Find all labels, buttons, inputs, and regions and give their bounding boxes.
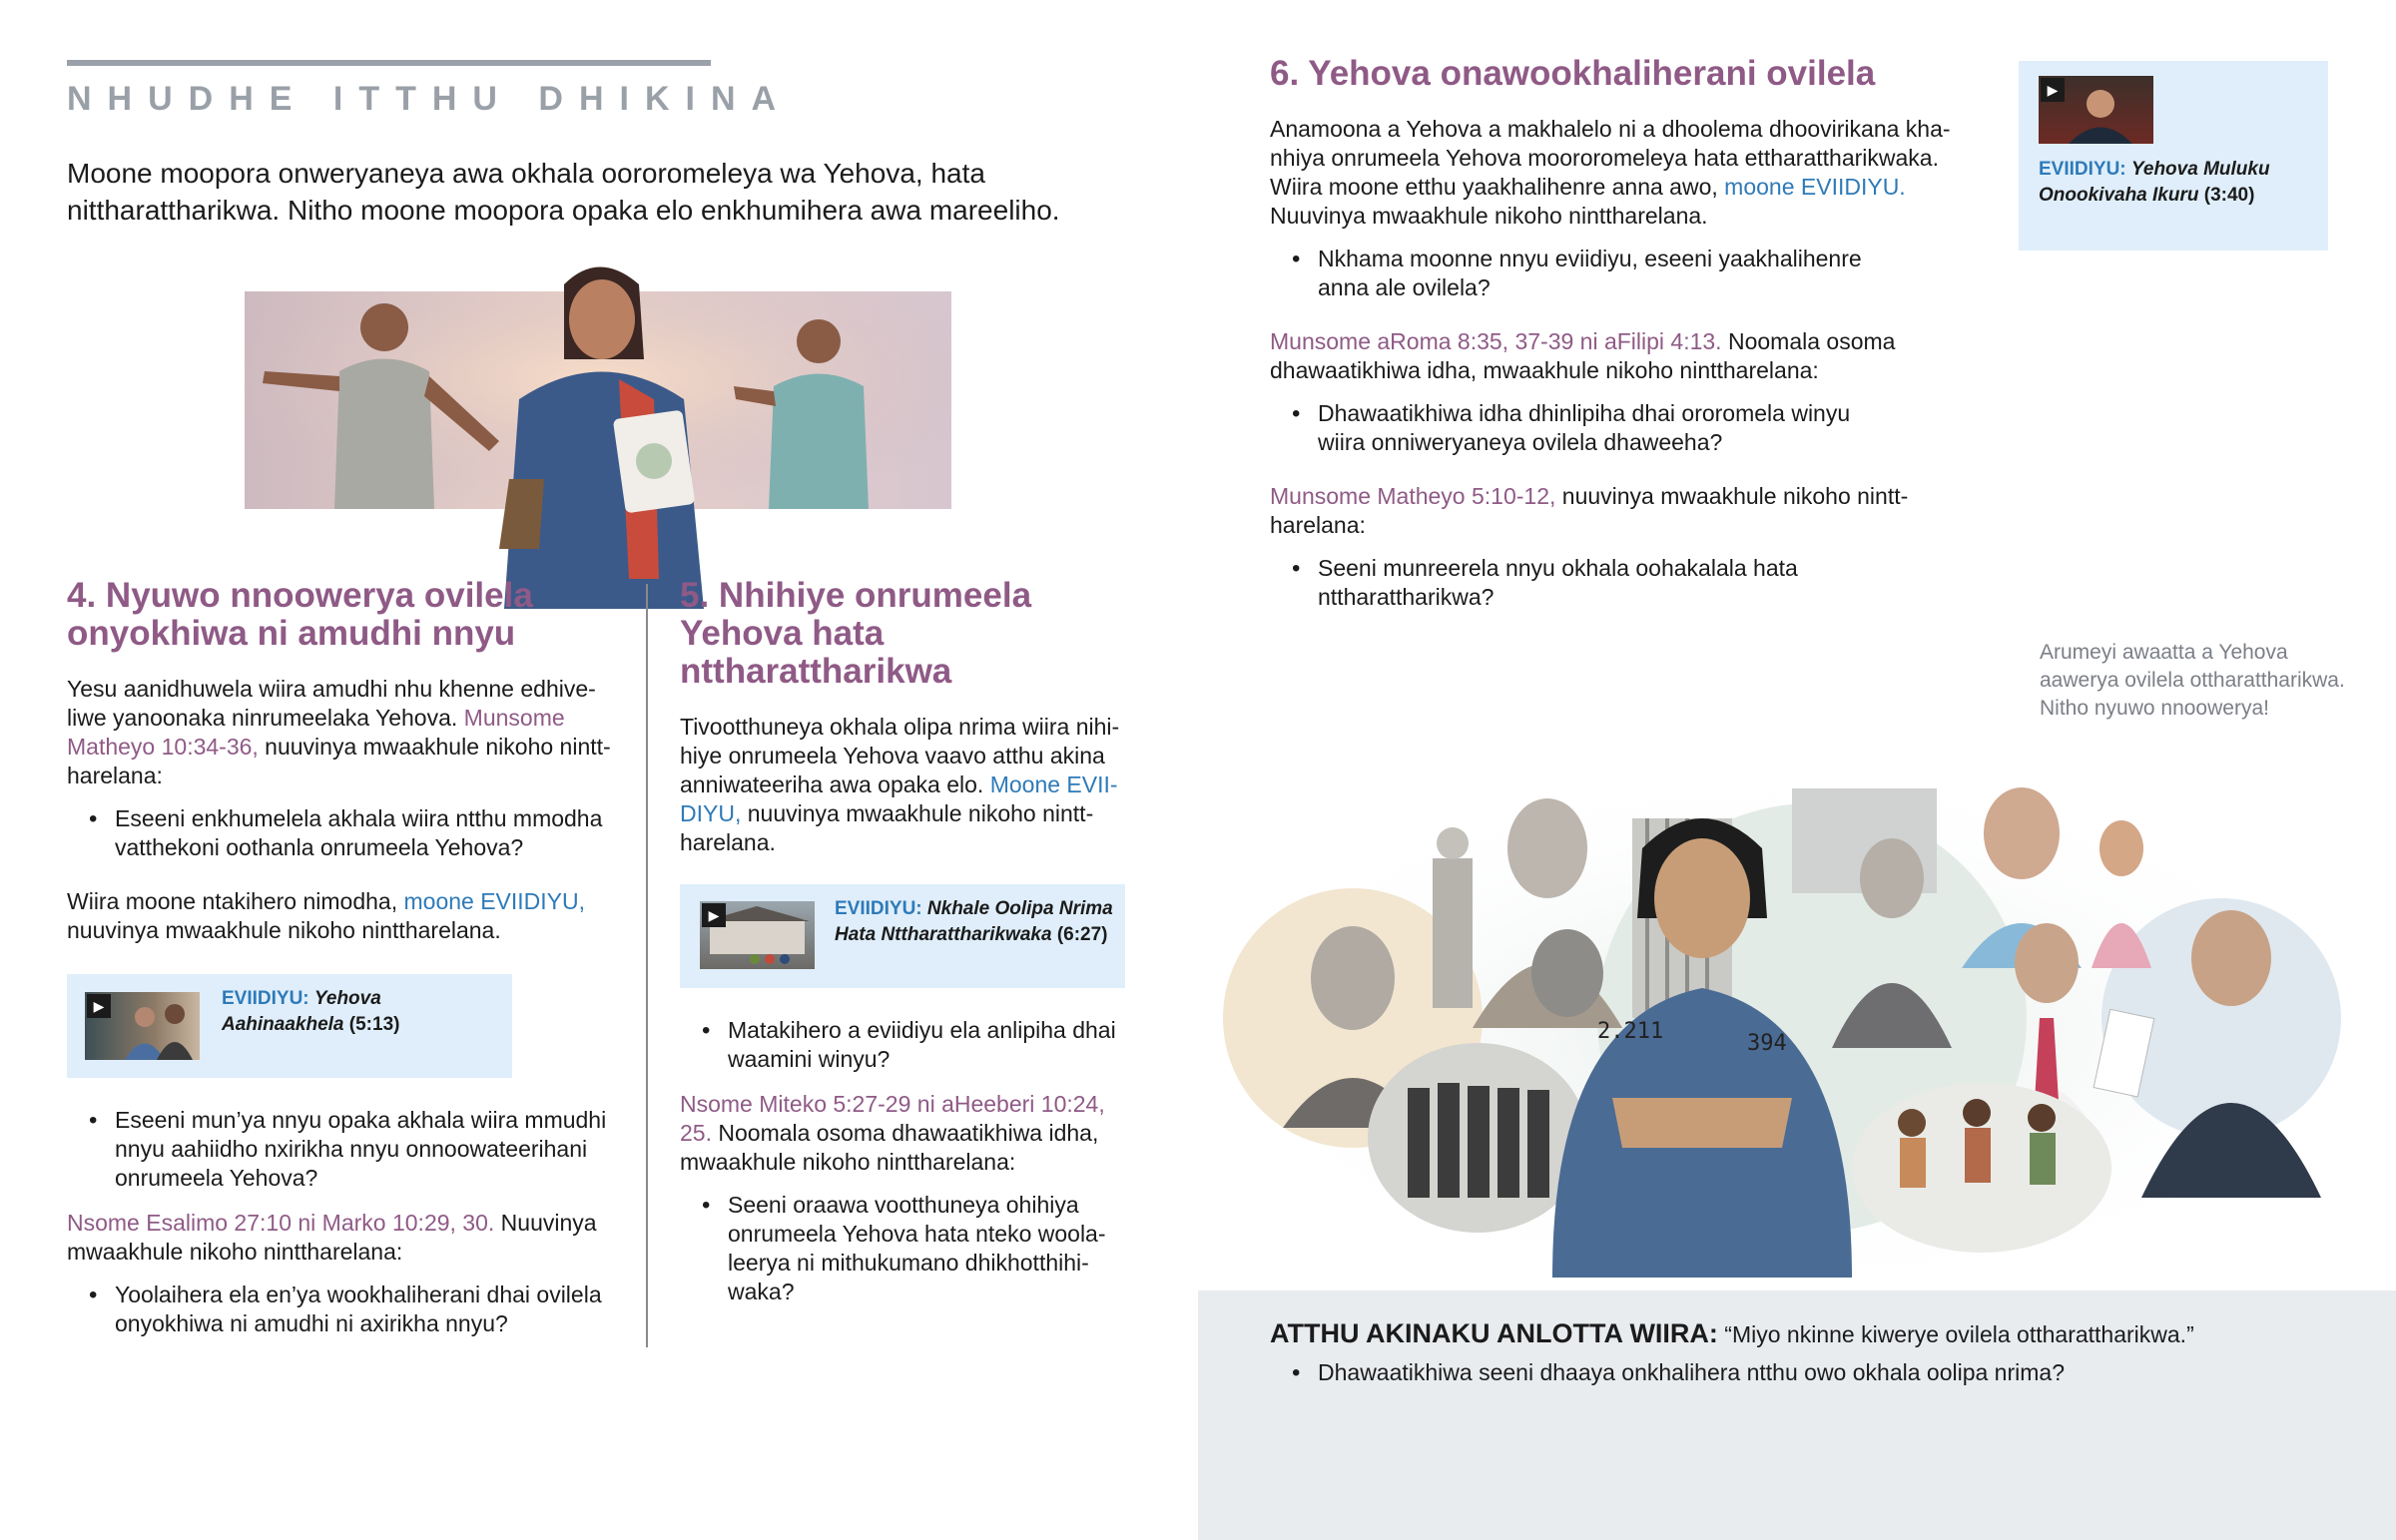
scripture-ref-matheyo-5[interactable]: Munsome Matheyo 5:10-12, <box>1270 483 1556 509</box>
video-link[interactable]: moone EVIIDIYU, <box>403 888 586 914</box>
section-4-questions-3 <box>67 1281 626 1338</box>
section-4-paragraph-3: Nsome Esalimo 27:10 ni Marko 10:29, 30. Nuuvinya mwaakhule nikoho ninttharelana: <box>67 1210 597 1265</box>
illustration-caption: Arumeyi awaatta a Yehova aawerya ovilela ottharattharikwa. Nitho nyuwo nnoowerya! <box>2040 641 2345 720</box>
video-thumbnail[interactable] <box>700 901 815 969</box>
video-label: EVIIDIYU: Nkhale Oolipa Nrima Hata Nttharattharikwaka (6:27) <box>835 898 1113 945</box>
question-bullet: • Dhawaatikhiwa idha dhinlipiha dhai ororomela winyu wiira onniweryaneya ovilela dhaweeha? <box>1270 399 1889 457</box>
section-6-questions-1 <box>1270 245 1919 302</box>
video-thumbnail[interactable] <box>85 992 200 1060</box>
video-card-nkhale-oolipa-nrima[interactable] <box>680 884 1125 988</box>
prisoner-number-2: 394 <box>1747 1031 1787 1056</box>
play-icon[interactable]: ▶ <box>87 994 111 1018</box>
video-card-yehova-muluku[interactable] <box>2019 61 2328 251</box>
section-5-title: 5. Nhihiye onrumeela Yehova hata nttharattharikwa <box>680 576 1032 691</box>
section-5-paragraph-2: Nsome Miteko 5:27-29 ni aHeeberi 10:24, 25. Noomala osoma dhawaatikhiwa idha, mwaakhule nikoho ninttharelana: <box>680 1091 1105 1175</box>
column-divider <box>646 584 648 1347</box>
section-5-paragraph-1: Tivootthuneya okhala olipa nrima wiira nihi-hiye onrumeela Yehova vaavo atthu akina anniwateeriha awa opaka elo. Moone EVII-DIYU, nuuvinya mwaakhule nikoho ninttharelana. <box>680 714 1120 855</box>
question-bullet: • Eseeni mun’ya nnyu opaka akhala wiira mmudhi nnyu aahiidho nxirikha nnyu onnoowateerihani onrumeela Yehova? <box>67 1106 626 1193</box>
intro-paragraph: Moone moopora onweryaneya awa okhala oororomeleya wa Yehova, hata nittharattharikwa. Nitho moone moopora opaka elo enkhumihera awa mareeliho. <box>67 158 1060 226</box>
section-6-title: 6. Yehova onawookhaliherani ovilela <box>1270 54 1876 93</box>
section-5-continued <box>680 1016 1129 1306</box>
section-6 <box>1270 55 1989 612</box>
scripture-ref-esalimo[interactable]: Nsome Esalimo 27:10 ni Marko 10:29, 30. <box>67 1210 495 1236</box>
question-bullet: • Matakihero a eviidiyu ela anlipiha dhai waamini winyu? <box>680 1016 1129 1074</box>
section-kicker: NHUDHE ITTHU DHIKINA <box>67 80 793 118</box>
faithful-witnesses-collage <box>1223 769 2361 1278</box>
section-6-questions-3 <box>1270 554 1889 612</box>
section-6-paragraph-2: Munsome aRoma 8:35, 37-39 ni aFilipi 4:13. Noomala osoma dhawaatikhiwa idha, mwaakhule nikoho ninttharelana: <box>1270 328 1896 383</box>
section-5-questions-1 <box>680 1016 1129 1074</box>
section-4-title: 4. Nyuwo nnoowerya ovilela onyokhiwa ni amudhi nnyu <box>67 576 533 653</box>
video-card-yehova-aahinaakhela[interactable] <box>67 974 512 1078</box>
section-4-questions-1 <box>67 804 626 862</box>
video-thumbnail[interactable] <box>2039 76 2153 144</box>
young-woman-figure <box>469 250 739 609</box>
question-bullet: • Nkhama moonne nnyu eviidiyu, eseeni yaakhalihenre anna ale ovilela? <box>1270 245 1919 302</box>
section-6-paragraph-3: Munsome Matheyo 5:10-12, nuuvinya mwaakhule nikoho ninttharelana: <box>1270 483 1909 538</box>
scripture-ref-aroma[interactable]: Munsome aRoma 8:35, 37-39 ni aFilipi 4:13. <box>1270 328 1722 354</box>
video-link[interactable]: moone EVIIDIYU. <box>1724 174 1906 200</box>
section-6-paragraph-1: Anamoona a Yehova a makhalelo ni a dhoolema dhoovirikana kha-nhiya onrumeela Yehova moororomeleya hata ettharattharikwaka. Wiira moone etthu yaakhalihenre anna awo, moone EVIIDIYU. Nuuvinya mwaakhule nikoho ninttharelana. <box>1270 116 1951 229</box>
question-bullet: • Seeni oraawa vootthuneya ohihiya onrumeela Yehova hata nteko woola-leerya ni mithukumano dhikhotthihi-waka? <box>680 1191 1129 1306</box>
video-link[interactable]: Moone EVII-DIYU, <box>680 771 1118 826</box>
section-4-paragraph-2: Wiira moone ntakihero nimodha, moone EVIIDIYU, nuuvinya mwaakhule nikoho ninttharelana. <box>67 888 586 943</box>
question-bullet: • Eseeni enkhumelela akhala wiira ntthu mmodha vatthekoni oothanla onrumeela Yehova? <box>67 804 626 862</box>
footer-questions <box>1270 1358 2328 1387</box>
scripture-ref-miteko[interactable]: Nsome Miteko 5:27-29 ni aHeeberi 10:24, 25. <box>680 1091 1105 1146</box>
question-bullet: • Seeni munreerela nnyu okhala oohakalala hata nttharattharikwa? <box>1270 554 1889 612</box>
prisoner-number-1: 2.211 <box>1597 1019 1664 1044</box>
section-4-questions-2 <box>67 1106 626 1193</box>
section-6-questions-2 <box>1270 399 1889 457</box>
footer-content <box>1270 1315 2328 1387</box>
video-label: EVIIDIYU: Yehova Aahinaakhela (5:13) <box>222 988 400 1035</box>
video-label: EVIIDIYU: Yehova Muluku Onookivaha Ikuru (3:40) <box>2039 159 2270 206</box>
section-4-continued <box>67 1106 626 1338</box>
scripture-ref-matheyo-10[interactable]: Munsome Matheyo 10:34-36, <box>67 705 565 760</box>
play-icon[interactable]: ▶ <box>2041 78 2065 102</box>
play-icon[interactable]: ▶ <box>702 903 726 927</box>
question-bullet: • Dhawaatikhiwa seeni dhaaya onkhalihera ntthu owo okhala oolipa nrima? <box>1270 1358 2328 1387</box>
footer-statement: ATTHU AKINAKU ANLOTTA WIIRA: “Miyo nkinne kiwerye ovilela ottharattharikwa.” <box>1270 1318 2194 1348</box>
question-bullet: • Yoolaihera ela en’ya wookhaliherani dhai ovilela onyokhiwa ni amudhi ni axirikha nnyu? <box>67 1281 626 1338</box>
section-5-questions-2 <box>680 1191 1129 1306</box>
section-4 <box>67 577 626 945</box>
section-rule <box>67 60 711 66</box>
section-5 <box>680 577 1129 857</box>
section-4-paragraph-1: Yesu aanidhuwela wiira amudhi nhu khenne edhive-liwe yanoonaka ninrumeelaka Yehova. Munsome Matheyo 10:34-36, nuuvinya mwaakhule nikoho ninttharelana: <box>67 676 611 788</box>
